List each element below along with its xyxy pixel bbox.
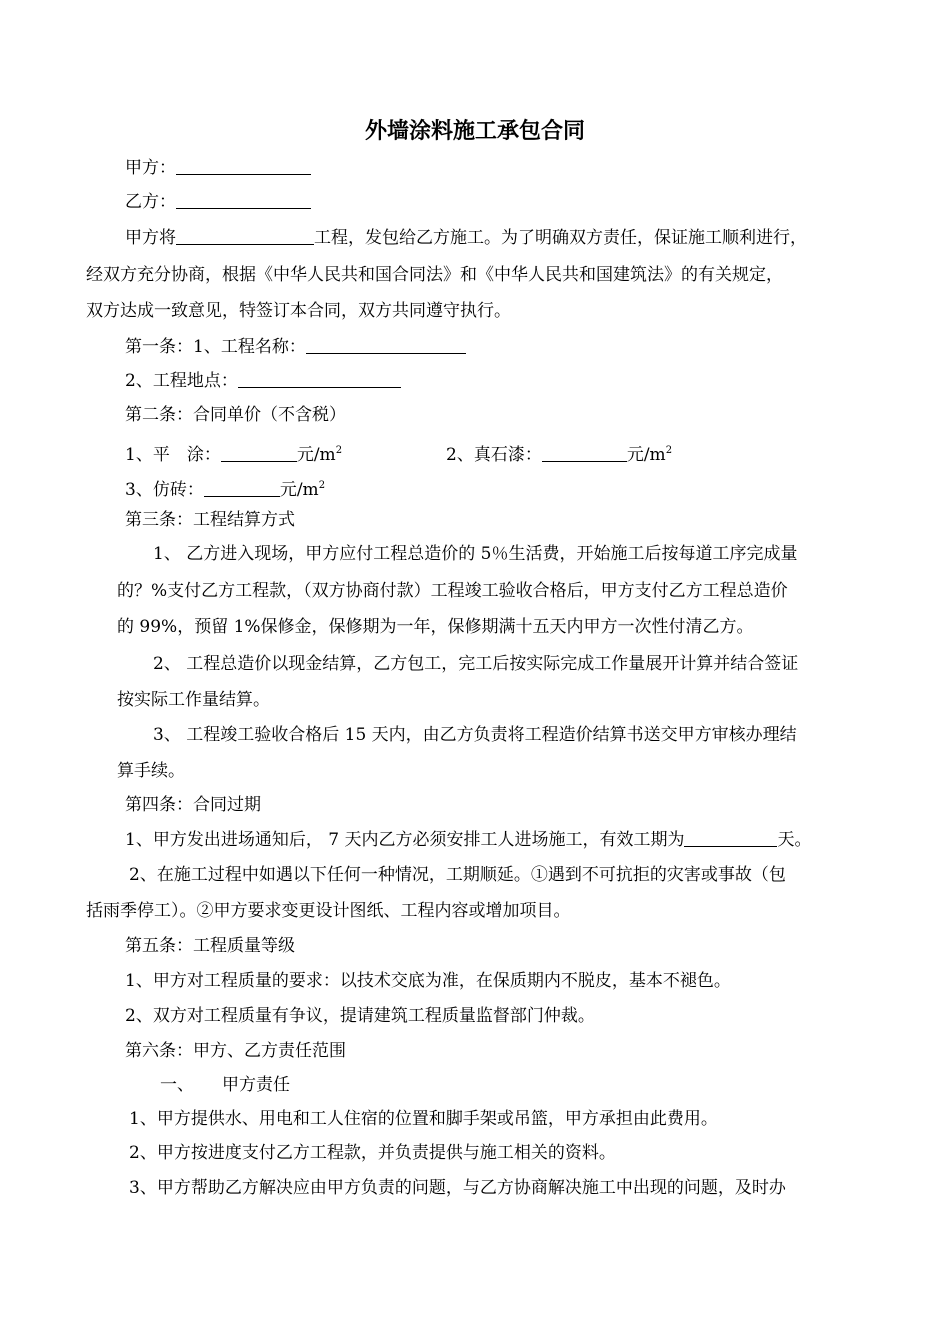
article-1-line-2 — [125, 369, 401, 393]
project-name-blank[interactable] — [306, 335, 466, 354]
party-b-line — [125, 190, 311, 214]
contract-title: 外墙涂料施工承包合同 — [364, 118, 585, 144]
work-period-blank[interactable] — [684, 828, 777, 847]
price-unit: 元/m — [626, 445, 666, 465]
article-5-item-1: 1、甲方对工程质量的要求：以技术交底为准，在保质期内不脱皮，基本不褪色。 — [125, 971, 731, 991]
price-flat-coating — [125, 439, 342, 467]
price-label: 3、仿砖： — [125, 480, 204, 500]
article-1-line-1 — [125, 335, 466, 359]
article-6-item-1: 1、甲方提供水、用电和工人住宿的位置和脚手架或吊篮，甲方承担由此费用。 — [129, 1109, 718, 1129]
article-3-item-2-line-1: 2、 工程总造价以现金结算，乙方包工，完工后按实际完成工作量展开计算并结合签证 — [153, 654, 799, 674]
imitation-brick-price-blank[interactable] — [204, 478, 280, 497]
party-a-label: 甲方： — [125, 158, 176, 178]
article-4-item-2-line-1: 2、在施工过程中如遇以下任何一种情况，工期顺延。①遇到不可抗拒的灾害或事故（包 — [129, 865, 786, 885]
article-6-subsection-number: 一、 — [160, 1075, 194, 1095]
price-imitation-brick — [125, 474, 325, 502]
article-6-heading: 第六条：甲方、乙方责任范围 — [125, 1041, 346, 1061]
price-unit-sup: 2 — [335, 445, 343, 456]
article-1-text: 第一条：1、工程名称： — [125, 337, 306, 357]
article-3-item-1-line-3: 的 99%，预留 1%保修金，保修期为一年，保修期满十五天内甲方一次性付清乙方。 — [117, 617, 754, 637]
price-unit: 元/m — [279, 480, 319, 500]
article-4-item-2-line-2: 括雨季停工）。②甲方要求变更设计图纸、工程内容或增加项目。 — [86, 901, 571, 921]
article-5-heading: 第五条：工程质量等级 — [125, 936, 295, 956]
stone-paint-price-blank[interactable] — [542, 443, 627, 462]
flat-coating-price-blank[interactable] — [221, 443, 297, 462]
party-b-label: 乙方： — [125, 192, 176, 212]
article-3-item-2-line-2: 按实际工作量结算。 — [117, 690, 270, 710]
intro-text: 工程，发包给乙方施工。为了明确双方责任，保证施工顺利进行， — [314, 228, 807, 248]
project-blank[interactable] — [176, 226, 314, 245]
article-4-text: 1、甲方发出进场通知后， 7 天内乙方必须安排工人进场施工，有效工期为 — [125, 830, 685, 850]
article-3-item-1-line-1: 1、 乙方进入现场，甲方应付工程总造价的 5％生活费，开始施工后按每道工序完成量 — [153, 544, 798, 564]
article-4-item-1 — [125, 828, 811, 852]
article-2-heading: 第二条：合同单价（不含税） — [125, 405, 346, 425]
article-3-heading: 第三条：工程结算方式 — [125, 510, 295, 530]
intro-text: 甲方将 — [125, 228, 176, 248]
article-4-heading: 第四条：合同过期 — [125, 795, 261, 815]
party-a-blank[interactable] — [176, 156, 311, 175]
party-a-line — [125, 156, 311, 180]
price-unit-sup: 2 — [665, 445, 673, 456]
price-stone-paint — [446, 439, 672, 467]
intro-line-2: 经双方充分协商，根据《中华人民共和国合同法》和《中华人民共和国建筑法》的有关规定， — [86, 265, 783, 285]
article-1-text: 2、工程地点： — [125, 371, 238, 391]
article-3-item-3-line-1: 3、 工程竣工验收合格后 15 天内，由乙方负责将工程造价结算书送交甲方审核办理结 — [153, 725, 797, 745]
article-6-item-3: 3、甲方帮助乙方解决应由甲方负责的问题，与乙方协商解决施工中出现的问题，及时办 — [129, 1178, 786, 1198]
article-4-text: 天。 — [777, 830, 812, 850]
price-unit-sup: 2 — [318, 480, 326, 491]
article-5-item-2: 2、双方对工程质量有争议，提请建筑工程质量监督部门仲裁。 — [125, 1006, 595, 1026]
price-label: 1、平 涂： — [125, 445, 221, 465]
intro-line-3: 双方达成一致意见，特签订本合同，双方共同遵守执行。 — [86, 301, 511, 321]
article-3-item-1-line-2: 的？%支付乙方工程款，（双方协商付款）工程竣工验收合格后，甲方支付乙方工程总造价 — [117, 581, 788, 601]
article-3-item-3-line-2: 算手续。 — [117, 761, 185, 781]
price-unit: 元/m — [296, 445, 336, 465]
project-location-blank[interactable] — [238, 369, 401, 388]
article-6-item-2: 2、甲方按进度支付乙方工程款，并负责提供与施工相关的资料。 — [129, 1143, 616, 1163]
party-b-blank[interactable] — [176, 190, 311, 209]
price-label: 2、真石漆： — [446, 445, 542, 465]
article-6-subsection-title: 甲方责任 — [222, 1075, 290, 1095]
intro-line-1 — [125, 226, 807, 250]
